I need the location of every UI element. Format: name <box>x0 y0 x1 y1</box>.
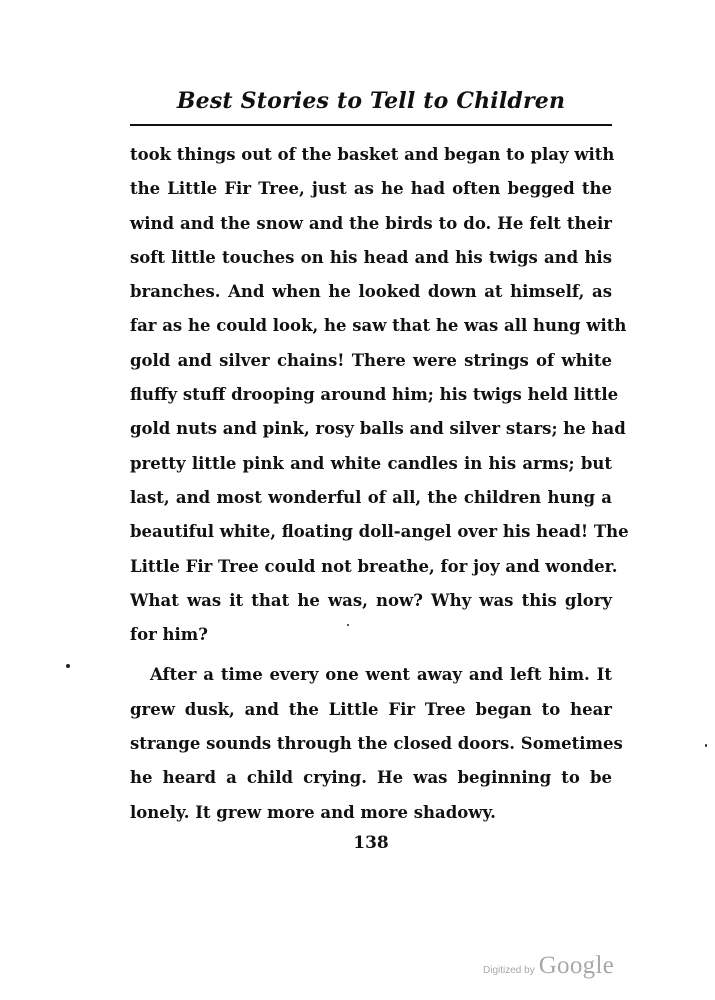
paragraph-2 <box>130 658 623 829</box>
running-head-title: Best Stories to Tell to Children <box>176 88 566 114</box>
page-number: 138 <box>353 833 389 853</box>
text-line: wind and the snow and the birds to do. He felt their <box>130 213 612 233</box>
text-line: branches. And when he looked down at himself, as <box>130 282 612 302</box>
text-line: soft little touches on his head and his twigs and his <box>130 247 612 267</box>
text-line: fluffy stuff drooping around him; his twigs held little <box>130 385 619 405</box>
text-line: pretty little pink and white candles in his arms; but <box>130 453 612 473</box>
scan-speck <box>66 664 70 668</box>
text-line: gold nuts and pink, rosy balls and silver stars; he had <box>130 419 626 439</box>
digitization-watermark <box>483 952 614 980</box>
paragraph-1 <box>130 138 629 652</box>
text-line: for him? <box>130 625 208 645</box>
text-line: he heard a child crying. He was beginning to be <box>130 768 612 788</box>
text-line: the Little Fir Tree, just as he had often begged the <box>130 179 612 199</box>
header-rule <box>130 124 612 126</box>
watermark-prefix: Digitized by <box>483 965 535 976</box>
text-line: beautiful white, floating doll-angel over his head! The <box>130 522 629 542</box>
scan-speck <box>705 744 707 747</box>
watermark-brand-logo: Google <box>538 952 615 979</box>
text-line: After a time every one went away and left him. It <box>150 665 612 685</box>
text-line: last, and most wonderful of all, the children hung a <box>130 487 612 507</box>
text-line: strange sounds through the closed doors. Sometimes <box>130 734 623 754</box>
text-line: Little Fir Tree could not breathe, for joy and wonder. <box>130 556 618 576</box>
scan-speck <box>347 624 349 626</box>
text-line: grew dusk, and the Little Fir Tree began to hear <box>130 699 612 719</box>
text-line: gold and silver chains! There were strings of white <box>130 350 612 370</box>
text-line: took things out of the basket and began to play with <box>130 145 615 164</box>
text-line: lonely. It grew more and more shadowy. <box>130 802 496 822</box>
text-line: What was it that he was, now? Why was this glory <box>130 590 612 610</box>
text-line: far as he could look, he saw that he was all hung with <box>130 316 627 336</box>
body-text <box>130 138 629 830</box>
